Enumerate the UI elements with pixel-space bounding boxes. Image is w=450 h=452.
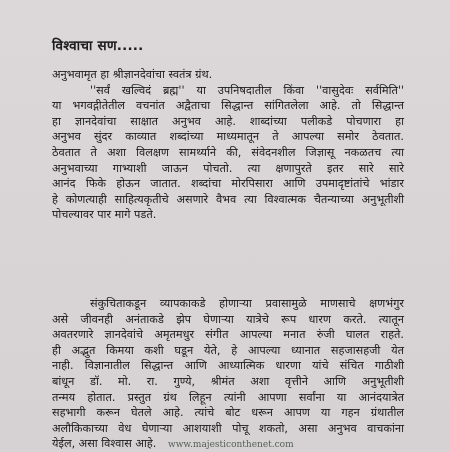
paragraph-1 xyxy=(52,67,408,223)
text-line: हे कोणत्याही साहित्यकृतीचे असणारे वैभव त्या विश्वात्मक चैतन्याच्या अनुभूतीशी xyxy=(52,192,404,206)
website-watermark: www.majesticonthenet.com xyxy=(168,440,294,450)
text-line: येईल, असा विश्वास आहे. xyxy=(52,437,157,451)
paragraph-2 xyxy=(52,296,408,452)
text-line: तन्मय होतात. प्रस्तुत ग्रंथ लिहून त्यांनी आपणा सर्वांना या आनंदयात्रेत xyxy=(52,390,404,404)
text-line: हा ज्ञानदेवांचा साक्षात अनुभव आहे. शाब्दांच्या पलीकडे पोचणारा हा xyxy=(52,114,404,128)
text-line: अनुभवामृत हा श्रीज्ञानदेवांचा स्वतंत्र ग्रंथ. xyxy=(52,68,213,81)
section-heading: विश्वाचा सण..... xyxy=(52,38,144,54)
text-line: अनुभव सुंदर काव्यात शब्दांच्या माध्यमातून ते आपल्या समोर ठेवतात. xyxy=(52,130,404,144)
text-line: आनंद फिके होऊन जातात. शब्दांचा मोरपिसारा आणि उपमादृष्टांतांचे भांडार xyxy=(52,177,404,191)
text-line: अलौकिकाच्या वेध घेणाऱ्या आशयाशी पोचू शकतो, असा अनुभव वाचकांना xyxy=(52,421,404,435)
text-line: नाही. विज्ञानातील सिद्धान्त आणि आध्यात्मिक धारणा यांचे संचित गाठीशी xyxy=(52,359,404,373)
text-line: या भगवद्गीतेतील वचनांत अद्वैताचा सिद्धान्त सांगितलेला आहे. तो सिद्धान्त xyxy=(52,99,404,113)
text-line: अनुभवाच्या गाभ्याशी जाऊन पोचतो. त्या क्षणापुरते इतर सारे सारे xyxy=(52,161,404,175)
text-line: ही अद्भुत किमया कशी घडून येते, हे आपल्या ध्यानात सहजासहजी येत xyxy=(52,343,404,357)
text-line: असे जीवनही अनंताकडे झेप घेणाऱ्या यात्रेचे रूप धारण करते. त्यातून xyxy=(52,312,404,326)
text-line: ''सर्वं खल्विदं ब्रह्म'' या उपनिषदातील किंवा ''वासुदेवः सर्वमिति'' xyxy=(90,83,404,97)
text-line: बांधून डॉ. मो. रा. गुण्ये, श्रीमंत अशा वृत्तीने आणि अनुभूतीशी xyxy=(52,374,404,388)
text-line: सहभागी करून घेतले आहे. त्यांचे बोट धरून आपण या गहन ग्रंथातील xyxy=(52,406,404,420)
text-line: पोचल्यावर पार मागे पडते. xyxy=(52,208,157,222)
text-line: अवतरणारे ज्ञानदेवांचे अमृतमधुर संगीत आपल्या मनात रुंजी घालत राहते. xyxy=(52,328,404,342)
text-line: संकुचिताकडून व्यापकाकडे होणाऱ्या प्रवासामुळे माणसाचे क्षणभंगुर xyxy=(90,297,404,310)
text-line: ठेवतात ते अशा विलक्षण सामर्थ्याने की, संवेदनशील जिज्ञासू नकळतच त्या xyxy=(52,145,404,159)
